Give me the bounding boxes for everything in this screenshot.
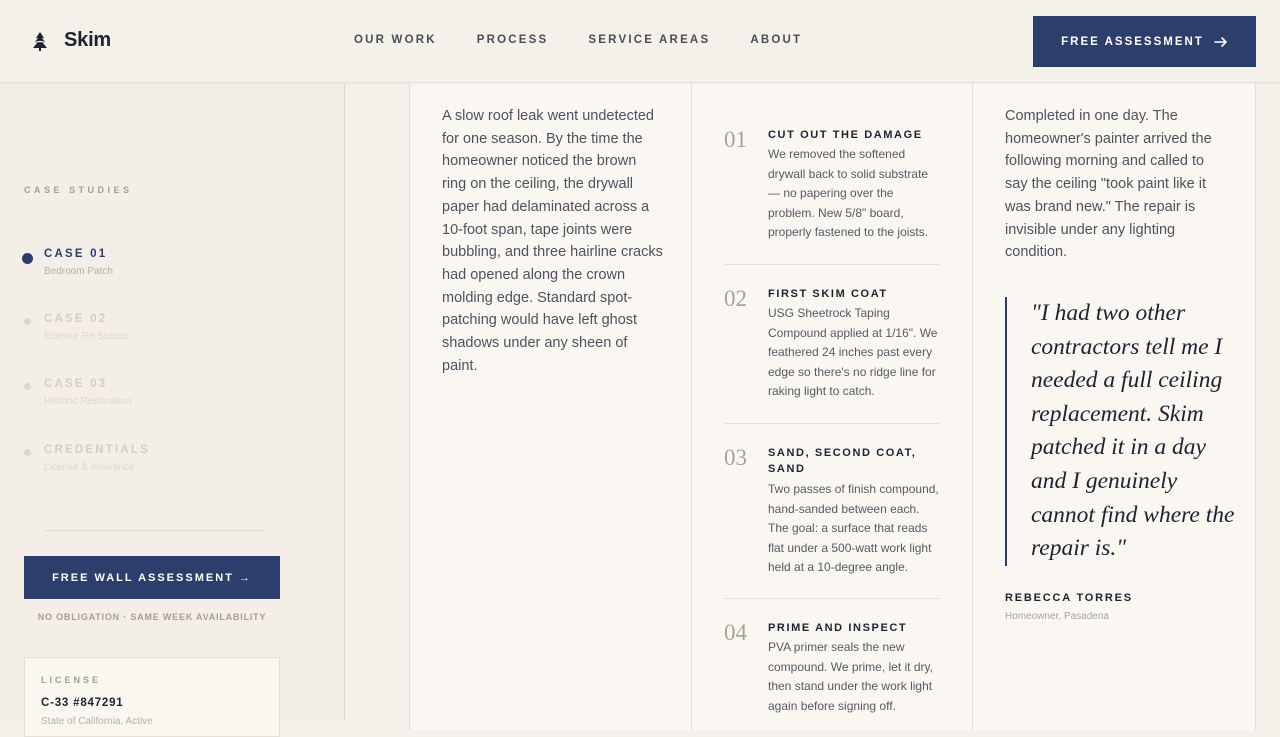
arrow-right-icon (1214, 35, 1228, 49)
step-number: 02 (724, 286, 747, 311)
site-header (0, 0, 1280, 83)
free-wall-assessment-button[interactable]: FREE WALL ASSESSMENT → (24, 556, 280, 599)
brand-name: Skim (64, 29, 112, 51)
license-status: State of California, Active (41, 716, 153, 727)
sidebar-item-subtitle: License & Insurance (44, 462, 135, 473)
sidebar-item-subtitle: Historic Restoration (44, 396, 132, 407)
step-number: 04 (724, 620, 747, 645)
indicator-dot (24, 383, 31, 390)
indicator-dot (24, 318, 31, 325)
brand-logo[interactable] (30, 29, 111, 52)
free-assessment-label: FREE ASSESSMENT (1061, 35, 1204, 48)
step-divider (724, 264, 940, 265)
step-title: CUT OUT THE DAMAGE (768, 129, 923, 141)
step-body: Two passes of finish compound, hand-sanded between each. The goal: a surface that reads flat under a 500-watt work light held at a 10-degree angle. (768, 482, 939, 574)
nav-service-areas[interactable]: SERVICE AREAS (588, 34, 711, 46)
tree-icon (30, 30, 50, 52)
nav-process[interactable]: PROCESS (476, 34, 549, 46)
main-nav (354, 34, 802, 46)
license-label: LICENSE (41, 675, 102, 685)
testimonial-author-role: Homeowner, Pasadena (1005, 611, 1109, 622)
sidebar-item-title: CASE 02 (44, 313, 108, 325)
active-indicator-dot (22, 253, 33, 264)
sidebar-item-title: CASE 03 (44, 378, 108, 390)
testimonial-quote: "I had two other contractors tell me I needed a full ceiling replacement. Skim patched it in a day and I genuinely cannot find where the repair is." (1005, 297, 1235, 566)
indicator-dot (24, 449, 31, 456)
sidebar-item-subtitle: Exterior Re-Stucco (44, 331, 128, 342)
case-studies-sidebar (0, 84, 345, 727)
step-body: PVA primer seals the new compound. We prime, let it dry, then stand under the work light again before signing off. (768, 640, 933, 713)
step-number: 01 (724, 127, 747, 152)
result-description: Completed in one day. The homeowner's painter arrived the following morning and called to say the ceiling "took paint like it was brand new." The repair is invisible under any lighting condition. (1005, 108, 1212, 261)
step-divider (724, 423, 940, 424)
sidebar-item-title: CASE 01 (44, 248, 108, 260)
sidebar-item-subtitle: Bedroom Patch (44, 266, 113, 277)
step-title: PRIME AND INSPECT (768, 622, 908, 634)
column-divider (972, 60, 973, 730)
problem-description: A slow roof leak went undetected for one season. By the time the homeowner noticed the brown ring on the ceiling, the drywall paper had delaminated across a 10-foot span, tape joints were bubbling, and three hairline cracks had opened along the crown molding edge. Standard spot-patching would have left ghost shadows under any sheen of paint. (442, 108, 663, 374)
step-number: 03 (724, 445, 747, 470)
step-title: SAND, SECOND COAT, SAND (768, 447, 917, 475)
step-divider (724, 598, 940, 599)
testimonial-author: REBECCA TORRES (1005, 592, 1133, 604)
column-divider (691, 60, 692, 730)
nav-our-work[interactable]: OUR WORK (354, 34, 437, 46)
step-title: FIRST SKIM COAT (768, 288, 888, 300)
step-body: We removed the softened drywall back to solid substrate — no papering over the problem. New 5/8" board, properly fastened to the joists. (768, 147, 929, 239)
cta-note: NO OBLIGATION · SAME WEEK AVAILABILITY (37, 612, 267, 622)
license-number: C-33 #847291 (41, 697, 124, 709)
license-card (24, 657, 280, 737)
sidebar-divider (44, 530, 264, 531)
step-body: USG Sheetrock Taping Compound applied at 1/16". We feathered 24 inches past every edge so there's no ridge line for raking light to catch. (768, 306, 938, 398)
free-assessment-button[interactable] (1033, 16, 1256, 67)
sidebar-item-title: CREDENTIALS (44, 444, 150, 456)
sidebar-section-label: CASE STUDIES (24, 185, 133, 195)
nav-about[interactable]: ABOUT (750, 34, 803, 46)
